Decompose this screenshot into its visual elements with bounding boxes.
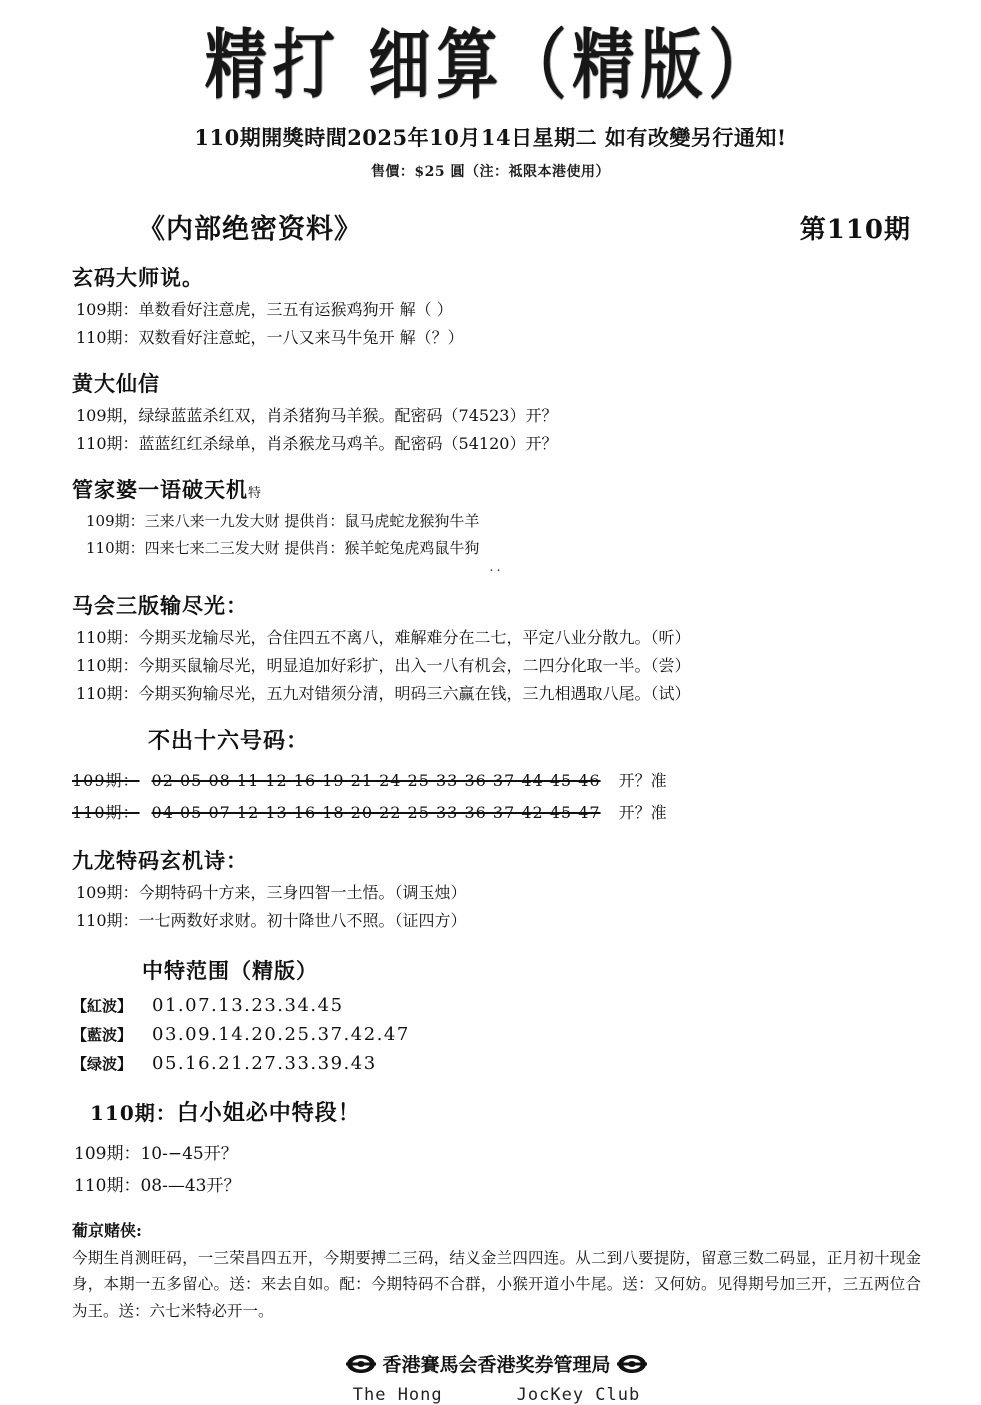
- footer-english-row: [72, 1385, 921, 1405]
- baixiaojie-line-110: 110期：08-—43开？: [74, 1175, 241, 1196]
- brush-title: 精打 细算（精版）: [204, 20, 777, 110]
- section-pujing: [72, 1218, 921, 1324]
- section-mahui: [72, 590, 921, 708]
- huangdaxian-line-110: 110期：蓝蓝红红杀绿单，肖杀猴龙马鸡羊。配密码（54120）开？: [76, 434, 558, 454]
- section-heading-mahui: 马会三版输尽光：: [72, 593, 248, 619]
- section-huangdaxian: [72, 368, 921, 458]
- nodraw-row-109-tail: 开？准: [618, 771, 667, 791]
- section-zhongte: [72, 955, 921, 1074]
- price-line: 售價：$25 圓（注：祗限本港使用）: [370, 164, 611, 181]
- jiulong-line-109: 109期：今期特码十方来，三身四智一土悟。（调玉烛）: [76, 883, 467, 903]
- footer: [72, 1350, 921, 1405]
- nodraw-row-110: [72, 797, 921, 829]
- section-baixiaojie: [72, 1096, 921, 1202]
- xuanma-line-110: 110期：双数看好注意蛇，一八又来马牛兔开 解（？）: [76, 328, 464, 348]
- wave-row-green: [72, 1053, 921, 1074]
- huangdaxian-line-109: 109期，绿绿蓝蓝杀红双，肖杀猪狗马羊猴。配密码（74523）开？: [76, 406, 558, 426]
- section-heading-nodraw: 不出十六号码：: [148, 728, 310, 755]
- mahui-line-3: 110期：今期买狗输尽光，五九对错须分清，明码三六赢在钱，三九相遇取八尾。（试）: [76, 684, 691, 704]
- baixiaojie-line-109: 109期：10-−45开？: [74, 1144, 238, 1165]
- draw-time-line: 110期開獎時間2025年10月14日星期二 如有改變另行通知!: [194, 125, 787, 151]
- wave-row-red: [72, 995, 921, 1016]
- footer-chinese-text: 香港賽馬会香港奖券管理局: [382, 1354, 611, 1377]
- section-heading-xuanma: 玄码大师说。: [72, 265, 204, 291]
- section-nodraw: [72, 724, 921, 829]
- footer-en-left: The Hong: [352, 1385, 443, 1405]
- mahui-line-1: 110期：今期买龙输尽光，合住四五不离八，难解难分在二七，平定八业分散九。（听）: [76, 628, 691, 648]
- guanjiapo-line-109: 109期：三来八来一九发大财 提供肖：鼠马虎蛇龙猴狗牛羊: [86, 512, 480, 531]
- wave-numbers-red: 01.07.13.23.34.45: [152, 995, 344, 1017]
- wave-row-blue: [72, 1024, 921, 1045]
- issue-number: 第110期: [799, 215, 911, 246]
- guanjiapo-line-110: 110期：四来七来二三发大财 提供肖：猴羊蛇兔虎鸡鼠牛狗: [86, 539, 480, 558]
- nodraw-row-110-numbers: 04 05 07 12 13 16 18 20 22 25 33 36 37 42 45 47: [151, 803, 601, 823]
- section-heading-huangdaxian: 黄大仙信: [72, 371, 160, 397]
- title-row: [138, 207, 911, 246]
- section-xuanma: [72, 262, 921, 352]
- xuanma-line-109: 109期：单数看好注意虎，三五有运猴鸡狗开 解（ ）: [76, 300, 453, 320]
- section-guanjiapo: [72, 474, 921, 580]
- mahui-line-2: 110期：今期买鼠输尽光，明显追加好彩扩，出入一八有机会，二四分化取一半。（尝）: [76, 656, 691, 676]
- section-jiulong: [72, 845, 921, 935]
- wave-tag-blue: 【藍波】: [72, 1026, 133, 1045]
- section-heading-jiulong: 九龙特码玄机诗：: [72, 848, 248, 874]
- section-heading-pujing: 葡京赌侠:: [72, 1221, 142, 1241]
- jiulong-line-110: 110期：一七两数好求财。初十降世八不照。（证四方）: [76, 911, 467, 931]
- jockey-club-logo-icon-right: [617, 1353, 647, 1375]
- guanjiapo-title-suffix: 特: [248, 486, 262, 502]
- secret-material-title: 《内部绝密资料》: [138, 214, 362, 246]
- decorative-dots: ··: [489, 564, 504, 580]
- footer-en-right: JocKey Club: [516, 1385, 641, 1405]
- baixiaojie-prefix: 110期：: [90, 1101, 177, 1126]
- nodraw-row-110-label: 110期：: [72, 803, 140, 823]
- nodraw-row-110-tail: 开？准: [618, 803, 667, 823]
- nodraw-rows: [72, 765, 921, 829]
- document-content: [72, 262, 921, 1405]
- baixiaojie-main: 白小姐必中特段！: [176, 1100, 361, 1127]
- wave-numbers-green: 05.16.21.27.33.39.43: [152, 1053, 377, 1075]
- masthead: [0, 0, 981, 181]
- nodraw-row-109-numbers: 02 05 08 11 12 16 19 21 24 25 33 36 37 44 45 46: [151, 771, 601, 791]
- nodraw-row-109: [72, 765, 921, 797]
- wave-numbers-blue: 03.09.14.20.25.37.42.47: [152, 1024, 410, 1046]
- jockey-club-logo-icon-left: [346, 1353, 376, 1375]
- section-heading-zhongte: 中特范围（精版）: [142, 958, 318, 984]
- nodraw-row-109-label: 109期：: [72, 771, 140, 791]
- wave-tag-green: 【绿波】: [72, 1055, 133, 1074]
- wave-tag-red: 【紅波】: [72, 997, 133, 1016]
- pujing-paragraph: 今期生肖测旺码，一三荣昌四五开，今期要搏二三码，结义金兰四四连。从二到八要提防，留意三数二码显，正月初十现金身，本期一五多留心。送：来去自如。配：今期特码不合群，小猴开道小牛尾。送：又何妨。见得期号加三开，三五两位合为王。送：六七米特必开一。: [72, 1249, 921, 1320]
- guanjiapo-title-text: 管家婆一语破天机: [72, 477, 248, 503]
- footer-logo-row: [72, 1350, 921, 1377]
- section-heading-baixiaojie: [90, 1096, 921, 1127]
- section-heading-guanjiapo: [72, 474, 921, 504]
